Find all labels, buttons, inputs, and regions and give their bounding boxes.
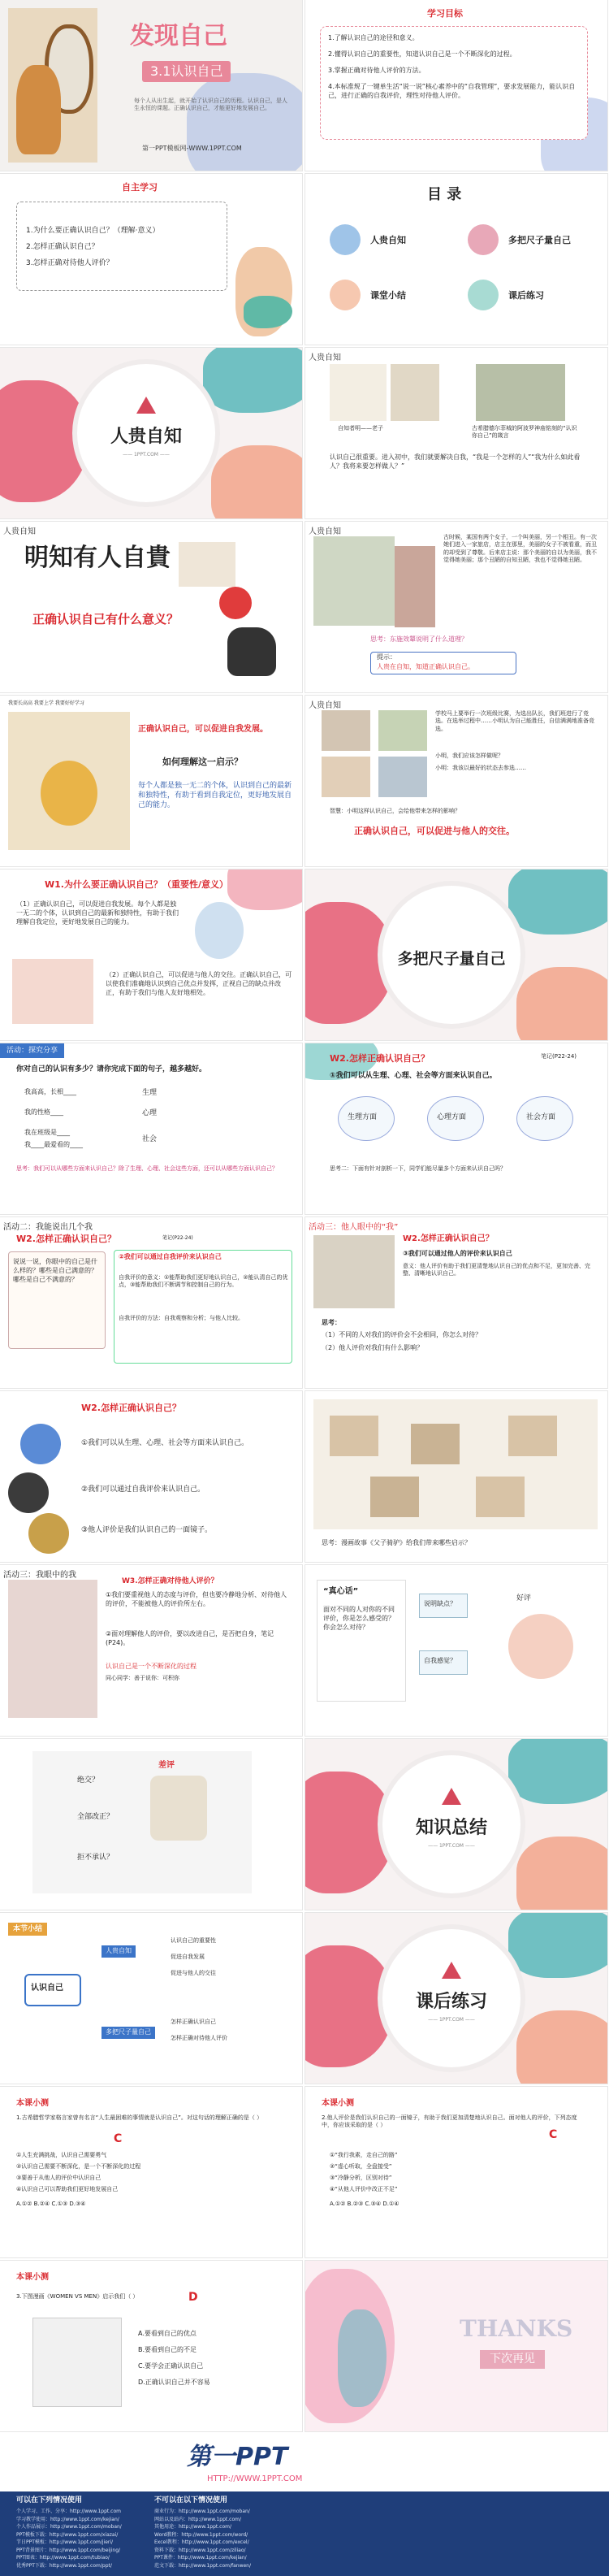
caption-laozi: 自知者明——老子 [338,425,383,432]
label-bad-review: 差评 [158,1761,175,1770]
laozi-image [391,364,439,421]
astronaut-cartoon [195,902,244,959]
slide-donkey-story [305,1391,607,1562]
caption-temple: 古希腊德尔菲城的阿波罗神庙铭刻的“认识你自己”的箴言 [472,425,577,440]
objective-1: 1.了解认识自己的途径和意义。 [328,34,419,41]
hint-text: 人贵在自知，知道正确认识自己。 [377,663,474,670]
activity-header: 活动：探究分享 [0,1043,64,1058]
story-text: 古时候，某国有两个女子，一个叫美丽，另一个相丑。有一次她们进入一家旅店，店主在那里，美丽的女子不被看重，而丑的却受到了尊敬。后来店主说：那个美丽的自以为美丽，我不觉得她美丽；那个丑陋的自知丑陋，我也不觉得她丑陋。 [443,534,597,564]
slide-w1-answer [0,870,302,1040]
truth-title: “真心话” [323,1587,359,1596]
slide-quiz-1 [0,2087,302,2257]
cover-subtitle: 3.1认识自己 [142,61,231,82]
footer-link[interactable]: 商业行为：http://www.1ppt.com/moban/ [154,2509,250,2514]
quiz-2-opt-4: ④“从他人评价中改正不足” [330,2186,398,2192]
self-study-q3: 3.怎样正确对待他人评价？ [26,259,114,267]
w3-name: 同心同学：善于说你：可积你 [106,1675,179,1681]
activity-row-2: 我的性格____ [24,1108,63,1116]
quiz-2-opt-3: ③“冷静分析，区别对待” [330,2175,392,2181]
slide-others-evaluation [305,1217,607,1388]
toc-item-4[interactable]: 课后练习 [508,290,544,301]
quiz-3-opt-a: A.要看到自己的优点 [138,2330,197,2337]
section-1-title: 人贵自知 [110,427,182,447]
section-3-title: 知识总结 [415,1818,487,1838]
icon-circle-2 [8,1472,49,1513]
quiz-3-opt-d: D.正确认识自己并不容易 [138,2379,210,2386]
bubble-physical: 生理方面 [348,1113,378,1121]
w2-heading: W2.怎样正确认识自己？ [330,1053,430,1064]
footer-link[interactable]: PPT背景图片：http://www.1ppt.com/beijing/ [16,2547,121,2553]
slide-tag: 人贵自知 [309,527,341,536]
girl-cartoon [508,1614,573,1679]
slide-tag: 人贵自知 [3,527,36,536]
mindmap-branch-1: 人贵自知 [102,1945,136,1958]
footer-col2-title: 不可以在以下情况使用 [154,2496,228,2504]
mindmap-leaf-2: 促进自我发展 [171,1954,205,1960]
footer-url[interactable]: HTTP://WWW.1PPT.COM [207,2474,303,2483]
slide-mindmap [0,1913,302,2084]
section-4-title: 课后练习 [415,1992,487,2012]
lantern-icon [219,587,252,619]
people-cartoon [313,1235,395,1308]
activity-question: 你对自己的认识有多少？请你完成下面的句子，越多越好。 [16,1065,207,1073]
summary-point-3: ③他人评价是我们认识自己的一面镜子。 [81,1526,213,1534]
election-think: 小明，我们应该怎样做呢？ [435,752,503,759]
point-self-development: 正确认识自己，可以促进自我发展。 [138,725,268,734]
slide-truth-talk [305,1565,607,1736]
mindmap-leaf-4: 怎样正确认识自己 [171,2019,216,2025]
quiz-1-answer: C [114,2132,123,2145]
footer-link[interactable]: 个人学习、工作、分享：http://www.1ppt.com [16,2509,121,2514]
target-social: 社会 [142,1135,158,1143]
calligraphy-text: 明知有人自貴 [24,544,171,572]
rooster-image [227,627,276,676]
toc-item-1[interactable]: 人贵自知 [370,235,406,245]
w1-heading: W1.为什么要正确认识自己？（重要性/意义） [45,879,228,890]
quiz-heading: 本课小测 [322,2099,354,2108]
footer-link[interactable]: 优秀PPT下载：http://www.1ppt.com/ppt/ [16,2562,112,2569]
story-think: 思考：东施效颦说明了什么道理？ [370,635,468,643]
father-son-donkey-comic [313,1399,598,1529]
mindmap-center: 认识自己 [31,1984,63,1993]
slide-section-2 [305,870,607,1040]
slide-cover [0,0,302,171]
toc-item-3[interactable]: 课堂小结 [370,290,406,301]
others-eval-meaning: 意义：他人评价有助于我们更清楚地认识自己的优点和不足，更加完善、完整、清晰地认识自己。 [403,1263,590,1277]
women-vs-men-comic [32,2318,122,2407]
w3-point-1: ①我们要重视他人的态度与评价，但也要冷静地分析、对待他人的评价，不能被他人的评价所左右。 [106,1591,287,1607]
w2-point-1: ①我们可以从生理、心理、社会等方面来认识自己。 [330,1072,497,1080]
think-q1: （1）不同的人对我们的评价会不会相同，你怎么对待？ [322,1331,482,1338]
painting-image [179,542,235,587]
toc-heading: 目 录 [427,186,462,203]
self-study-q2: 2.怎样正确认识自己？ [26,243,99,251]
quiz-1-opt-1: ①人生充满挑战，认识自己需要勇气 [16,2152,107,2158]
w2-heading: W2.怎样正确认识自己？ [403,1234,494,1243]
slide-tag: 人贵自知 [309,701,341,710]
label-self-feeling: 自我感觉？ [424,1657,456,1664]
w3-heading: W3.怎样正确对待他人评价？ [122,1577,218,1585]
significance-question: 正确认识自己有什么意义？ [32,612,179,627]
section-2-title: 多把尺子量自己 [397,950,506,968]
cover-footer: 第一PPT模板网-WWW.1PPT.COM [142,145,242,152]
triangle-logo-icon [442,1788,461,1806]
intro-body: 认识自己很重要。进入初中，我们就要解决自我，“我是一个怎样的人”“我为什么如此看人？我将来要怎样做人？” [330,453,581,470]
section-1-sub: —— 1PPT.COM —— [123,452,170,458]
slide-section-4 [305,1913,607,2084]
think-label: 思考： [322,1319,341,1326]
election-image-3 [322,757,370,797]
mindmap-branch-2: 多把尺子量自己 [102,2027,155,2039]
footer-link[interactable]: 节日PPT模板：http://www.1ppt.com/jieri/ [16,2539,114,2545]
slide-bad-review [0,1739,302,1910]
upset-kid-cartoon [150,1776,207,1841]
quiz-2-answer: C [549,2128,558,2141]
slide-tag: 活动二：我能说出几个我 [3,1223,93,1232]
cover-title: 发现自己 [130,22,227,50]
footer-link[interactable]: PPT模板下载：http://www.1ppt.com/xiazai/ [16,2531,119,2538]
bubble-social: 社会方面 [526,1113,556,1121]
footer-link[interactable]: 个人作品展示：http://www.1ppt.com/moban/ [16,2524,122,2530]
summary-point-2: ②我们可以通过自我评价来认识自己。 [81,1485,205,1494]
footer-link[interactable]: 其他用途：http://www.1ppt.com/ [154,2524,231,2530]
think-q2: （2）他人评价对我们有什么影响？ [322,1344,424,1351]
footer-link[interactable]: 网站以及站内：http://www.1ppt.com/ [154,2516,241,2522]
quiz-1-opt-4: ④认识自己可以帮助我们更好地发展自己 [16,2186,119,2192]
footer-col1-title: 可以在下列情况使用 [16,2496,83,2504]
slide-tag: 活动三：我眼中的我 [3,1571,76,1580]
quiz-3-opt-c: C.要学会正确认识自己 [138,2362,204,2370]
objective-4: 4.本标准规了一键单生活“说一说”核心素养中的“自我管理”，要求发展能力，能认识自己，进行正确的自我评价，理性对待他人评价。 [328,83,576,99]
objective-3: 3.掌握正确对待他人评价的方法。 [328,67,425,74]
slide-section-3 [305,1739,607,1910]
section-3-sub: —— 1PPT.COM —— [428,1843,475,1849]
self-eval-meaning: 自我评价的意义：①能帮助我们更好地认识自己，②能认清自己的优点，③能帮助我们不断调节和控制自己的行为。 [119,1274,288,1289]
hint-label: 提示： [377,653,396,661]
self-study-q1: 1.为什么要正确认识自己？（理解·意义） [26,227,160,235]
slide-self-evaluation [0,1217,302,1388]
line-correct-all: 全部改正？ [77,1813,114,1821]
footer-link[interactable]: 学习教学使用：http://www.1ppt.com/kejian/ [16,2516,119,2522]
truth-body: 面对不同的人对你的不同评价，你是怎么感受的？你会怎么对待？ [323,1606,395,1631]
mindmap-leaf-3: 促进与他人的交往 [171,1970,216,1976]
footer-link[interactable]: 范文下载：http://www.1ppt.com/fanwen/ [154,2562,252,2569]
footer-link[interactable]: PPT图表：http://www.1ppt.com/tubiao/ [16,2555,110,2561]
slide-toc [305,174,607,345]
election-image-2 [378,710,427,751]
download-footer [0,2435,609,2576]
bubble-psychological: 心理方面 [437,1113,467,1121]
mindmap-leaf-5: 怎样正确对待他人评价 [171,2035,227,2041]
election-body: 学校马上要举行一次班级比赛，为选出队长，我们班进行了竞选。在选举过程中……小明认为自己能胜任，自信满满地准备竞选。 [435,710,594,732]
triangle-logo-icon [136,397,156,414]
notes-ref: 笔记(P22-24) [162,1235,193,1241]
triangle-logo-icon [442,1962,461,1980]
w2-heading: W2.怎样正确认识自己？ [81,1403,181,1413]
election-answer: 小明：我该以最好的状态去参选…… [435,765,526,771]
inspiration-answer: 每个人都是独一无二的个体，认识到自己的最新和独特性，有助于看到自我定位，更好地发展自己的能力。 [138,782,292,810]
footer-link[interactable]: 资料下载：http://www.1ppt.com/ziliao/ [154,2547,246,2553]
quiz-3-answer: D [188,2291,198,2304]
footer-link[interactable]: Word教程：http://www.1ppt.com/word/ [154,2531,248,2538]
w2-think: 思考二：下面有针对剖析一下，同学们能尽量多个方面来认识自己吗？ [330,1165,506,1172]
quiz-3-question: 3.下图漫画《WOMEN VS MEN》启示我们（ ） [16,2293,139,2300]
others-eval-point: ③我们可以通过他人的评价来认识自己 [403,1250,512,1257]
w3-point-2: ②面对理解他人的评价，要以改进自己，是否把自身，笔记(P24)。 [106,1630,274,1646]
w1-point-1: （1）正确认识自己，可以促进自我发展。每个人都是独一无二的个体，认识到自己的最新和独特性，有助于我们理解自我定位，更好地发展自己的能力。 [16,900,179,926]
slide-self-development [0,696,302,866]
quiz-1-question: 1.古希腊哲学家格言家曾有名言“人生最困难的事情就是认识自己”。对这句话的理解正确的是（ ） [16,2114,263,2121]
slide-self-study [0,174,302,345]
objective-2: 2.懂得认识自己的重要性，知道认识自己是一个不断深化的过程。 [328,50,516,58]
ancient-women-image [313,536,395,626]
children-cartoon [12,959,93,1024]
slide-objectives [305,0,607,171]
line-cut-off: 绝交？ [77,1776,100,1785]
line-refuse: 拒不承认？ [77,1854,114,1862]
slide-know-yourself-intro [305,348,607,518]
label-shortcoming: 说明缺点？ [424,1600,456,1607]
objectives-heading: 学习目标 [427,8,463,19]
slide-thanks [305,2261,607,2431]
notes-ref: 笔记(P22-24) [541,1053,577,1060]
quiz-1-opt-3: ③要善于从他人的评价中认识自己 [16,2175,102,2181]
icon-circle-3 [28,1513,69,1554]
activity-row-1: 我高高，长相____ [24,1088,76,1095]
slide-quiz-3 [0,2261,302,2431]
self-study-heading: 自主学习 [122,182,158,193]
donkey-think: 思考：漫画故事《父子骑驴》给我们带来哪些启示？ [322,1539,471,1546]
activity-think: 思考：我们可以从哪些方面来认识自己？除了生理、心理、社会这些方面，还可以从哪些方面认识自己？ [16,1165,278,1172]
quiz-2-opt-1: ①“我行我素，走自己的路” [330,2152,398,2158]
slide-w3-attitude [0,1565,302,1736]
slide-w2-summary [0,1391,302,1562]
quiz-1-choices: A.①② B.②④ C.①③ D.③④ [16,2201,86,2207]
activity-row-3: 我在班级是____ [24,1129,70,1136]
mindmap-leaf-1: 认识自己的重要性 [171,1937,216,1944]
cat-mirror-image [8,8,97,163]
label-praise: 好评 [516,1594,532,1602]
section-4-sub: —— 1PPT.COM —— [428,2017,475,2023]
slide-section-1 [0,348,302,518]
cartoon-caption: 我要长高高 我要上学 我要好好学习 [8,700,84,706]
quiz-2-choices: A.①② B.②③ C.③④ D.①④ [330,2201,400,2207]
quiz-2-question: 2.他人评价是我们认识自己的一面镜子，有助于我们更加清楚地认识自己。面对他人的评价，下列态度中，你应该采取的是（ ） [322,2114,577,2129]
self-eval-question: 说说一说，你眼中的自己是什么样的？哪些是自己满意的？哪些是自己不满意的？ [13,1258,97,1283]
self-eval-point: ②我们可以通过自我评价来认识自己 [119,1253,222,1260]
toc-item-2[interactable]: 多把尺子量自己 [508,235,571,245]
slide-story [305,522,607,692]
winnie-cartoon-image [8,712,130,850]
summary-tag: 本节小结 [8,1923,47,1936]
slide-calligraphy [0,522,302,692]
self-eval-method: 自我评价的方法：自我观察和分析；与他人比较。 [119,1315,244,1321]
quiz-2-opt-2: ②“虚心听取，全盘接受” [330,2163,392,2170]
quiz-heading: 本课小测 [16,2099,49,2108]
slide-tag: 活动三：他人眼中的“我” [309,1223,399,1232]
slide-tag: 人贵自知 [309,353,341,362]
quiz-1-opt-2: ②认识自己需要不断深化，是一个不断深化的过程 [16,2163,141,2170]
icon-circle-1 [20,1424,61,1464]
election-image-4 [378,757,427,797]
footer-brand: 第一PPT [187,2443,288,2471]
election-summary: 智慧：小明这样认识自己，会给他带来怎样的影响？ [330,808,460,814]
footer-link[interactable]: Excel教程：http://www.1ppt.com/excel/ [154,2539,249,2545]
inspiration-question: 如何理解这一启示？ [162,757,243,767]
w3-quote: 认识自己是一个不断深化的过程 [106,1663,197,1670]
slide-activity-explore [0,1043,302,1214]
election-conclusion: 正确认识自己，可以促进与他人的交往。 [354,826,515,836]
calligraphy-image [330,364,387,421]
thanks-title: THANKS [460,2315,573,2342]
quiz-heading: 本课小测 [16,2273,49,2282]
w2-heading: W2.怎样正确认识自己？ [16,1234,116,1244]
target-psychological: 心理 [142,1109,158,1117]
slide-w2-aspects [305,1043,607,1214]
slide-class-election [305,696,607,866]
quiz-3-opt-b: B.要看到自己的不足 [138,2346,197,2353]
summary-point-1: ①我们可以从生理、心理、社会等方面来认识自己。 [81,1439,249,1447]
thanks-sub: 下次再见 [480,2350,545,2369]
footer-link[interactable]: PPT课件：http://www.1ppt.com/kejian/ [154,2555,247,2561]
temple-ruins-image [476,364,565,421]
activity-row-4: 我____最爱看的____ [24,1141,83,1148]
w1-point-2: （2）正确认识自己，可以促进与他人的交往。正确认识自己，可以使我们准确地认识到自己优点并发挥，正视自己的缺点并改正，有助于我们与他人友好地相处。 [106,971,292,996]
slide-quiz-2 [305,2087,607,2257]
cover-body: 每个人从出生起，就开始了认识自己的历程。认识自己，是人生永恒的课题。正确认识自己，才能更好地发展自己。 [134,98,287,112]
election-image-1 [322,710,370,751]
target-physical: 生理 [142,1089,158,1097]
family-cartoon [8,1580,97,1718]
